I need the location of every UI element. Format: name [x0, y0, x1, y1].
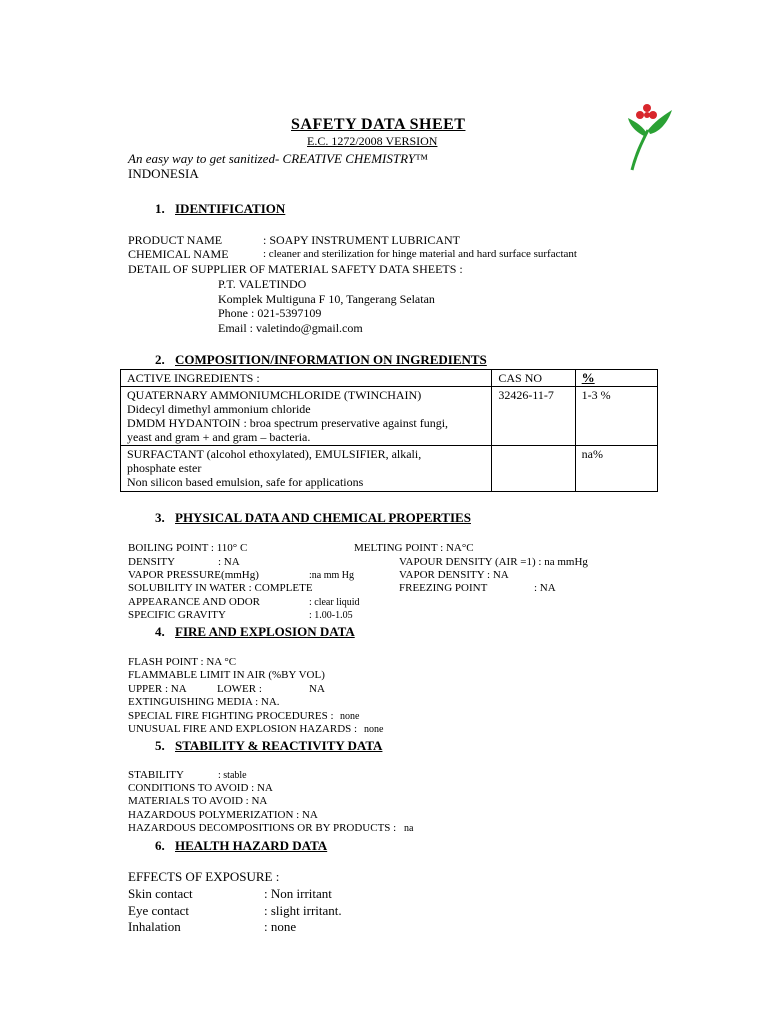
vapor-pressure-value: :na mm Hg — [309, 570, 354, 581]
lower-limit-label: LOWER : — [217, 683, 262, 695]
percent-symbol: % — [581, 370, 595, 385]
cas-cell: 32426-11-7 — [492, 387, 575, 446]
section-number: 4. — [155, 624, 165, 639]
cas-cell — [492, 446, 575, 492]
vapour-density-air: VAPOUR DENSITY (AIR =1) : na mmHg — [399, 556, 588, 568]
hazardous-polymerization: HAZARDOUS POLYMERIZATION : NA — [128, 809, 318, 821]
section-stability-heading — [155, 738, 382, 754]
section-composition-heading — [155, 352, 487, 368]
header-active-ingredients: ACTIVE INGREDIENTS : — [121, 370, 492, 387]
ingredient-line: phosphate ester — [127, 461, 202, 475]
ingredient-cell — [121, 446, 492, 492]
appearance-value: : clear liquid — [309, 597, 360, 608]
section-number: 2. — [155, 352, 165, 367]
hazardous-decomposition-label: HAZARDOUS DECOMPOSITIONS OR BY PRODUCTS : — [128, 822, 397, 834]
lower-limit-value: NA — [309, 683, 325, 695]
document-title: SAFETY DATA SHEET — [291, 116, 466, 133]
special-procedures-label: SPECIAL FIRE FIGHTING PROCEDURES : — [128, 710, 334, 722]
product-name-label: PRODUCT NAME — [128, 233, 223, 247]
hazardous-decomposition-value: na — [404, 823, 414, 834]
freezing-label: FREEZING POINT — [399, 582, 488, 594]
version-label: E.C. 1272/2008 VERSION — [307, 134, 438, 148]
vapor-pressure-label: VAPOR PRESSURE(mmHg) — [128, 569, 259, 581]
ingredient-line: Non silicon based emulsion, safe for applications — [127, 475, 364, 489]
ingredient-line: yeast and gram + and gram – bacteria. — [127, 430, 311, 444]
percent-cell: na% — [575, 446, 657, 492]
section-physical-heading — [155, 510, 471, 526]
table-row — [121, 446, 658, 492]
section-title: COMPOSITION/INFORMATION ON INGREDIENTS — [175, 352, 487, 367]
section-identification-heading — [155, 201, 285, 217]
country-label: INDONESIA — [128, 166, 199, 181]
ingredient-line: SURFACTANT (alcohol ethoxylated), EMULSIFIER, alkali, — [127, 447, 422, 461]
table-row — [121, 387, 658, 446]
unusual-hazards-label: UNUSUAL FIRE AND EXPLOSION HAZARDS : — [128, 723, 358, 735]
skin-contact-value: : Non irritant — [264, 886, 332, 901]
section-title: HEALTH HAZARD DATA — [175, 838, 328, 853]
section-number: 3. — [155, 510, 165, 525]
composition-table — [120, 369, 658, 492]
section-title: IDENTIFICATION — [175, 201, 286, 216]
supplier-name: P.T. VALETINDO — [218, 277, 307, 291]
section-title: PHYSICAL DATA AND CHEMICAL PROPERTIES — [175, 510, 471, 525]
extinguishing-media: EXTINGUISHING MEDIA : NA. — [128, 696, 280, 708]
skin-contact-label: Skin contact — [128, 886, 193, 901]
section-number: 6. — [155, 838, 165, 853]
density-label: DENSITY — [128, 556, 176, 568]
flower-sprout-logo-icon — [626, 102, 674, 172]
solubility: SOLUBILITY IN WATER : COMPLETE — [128, 582, 313, 594]
stability-value: : stable — [218, 770, 247, 781]
product-name-value: : SOAPY INSTRUMENT LUBRICANT — [263, 233, 461, 247]
conditions-to-avoid: CONDITIONS TO AVOID : NA — [128, 782, 273, 794]
boiling-point: BOILING POINT : 110° C — [128, 542, 248, 554]
section-number: 5. — [155, 738, 165, 753]
ingredient-line: QUATERNARY AMMONIUMCHLORIDE (TWINCHAIN) — [127, 388, 422, 402]
table-header-row — [121, 370, 658, 387]
vapor-density: VAPOR DENSITY : NA — [399, 569, 509, 581]
eye-contact-label: Eye contact — [128, 903, 189, 918]
tagline: An easy way to get sanitized- CREATIVE CHEMISTRY™ — [128, 151, 428, 166]
section-title: FIRE AND EXPLOSION DATA — [175, 624, 355, 639]
melting-point: MELTING POINT : NA°C — [354, 542, 474, 554]
special-procedures-value: none — [340, 711, 360, 722]
section-title: STABILITY & REACTIVITY DATA — [175, 738, 383, 753]
ingredient-line: Didecyl dimethyl ammonium chloride — [127, 402, 311, 416]
freezing-value: : NA — [534, 582, 556, 594]
supplier-email: Email : valetindo@gmail.com — [218, 321, 363, 335]
section-fire-heading — [155, 624, 355, 640]
materials-to-avoid: MATERIALS TO AVOID : NA — [128, 795, 268, 807]
flash-point: FLASH POINT : NA °C — [128, 656, 237, 668]
flammable-limit: FLAMMABLE LIMIT IN AIR (%BY VOL) — [128, 669, 325, 681]
ingredient-line: DMDM HYDANTOIN : broa spectrum preservative against fungi, — [127, 416, 449, 430]
density-value: : NA — [218, 556, 240, 568]
ingredient-cell — [121, 387, 492, 446]
section-health-heading — [155, 838, 327, 854]
chemical-name-label: CHEMICAL NAME — [128, 247, 229, 261]
supplier-heading: DETAIL OF SUPPLIER OF MATERIAL SAFETY DATA SHEETS : — [128, 262, 463, 276]
unusual-hazards-value: none — [364, 724, 384, 735]
inhalation-value: : none — [264, 919, 297, 934]
eye-contact-value: : slight irritant. — [264, 903, 342, 918]
percent-cell: 1-3 % — [575, 387, 657, 446]
gravity-label: SPECIFIC GRAVITY — [128, 609, 226, 621]
supplier-phone: Phone : 021-5397109 — [218, 306, 322, 320]
header-cas-no: CAS NO — [492, 370, 575, 387]
chemical-name-value: : cleaner and sterilization for hinge material and hard surface surfactant — [263, 248, 577, 260]
stability-label: STABILITY — [128, 769, 184, 781]
section-number: 1. — [155, 201, 165, 216]
header-percent — [575, 370, 657, 387]
gravity-value: : 1.00-1.05 — [309, 610, 353, 621]
upper-limit: UPPER : NA — [128, 683, 187, 695]
inhalation-label: Inhalation — [128, 919, 181, 934]
supplier-address: Komplek Multiguna F 10, Tangerang Selatan — [218, 292, 435, 306]
effects-of-exposure: EFFECTS OF EXPOSURE : — [128, 869, 280, 884]
appearance-label: APPEARANCE AND ODOR — [128, 596, 261, 608]
